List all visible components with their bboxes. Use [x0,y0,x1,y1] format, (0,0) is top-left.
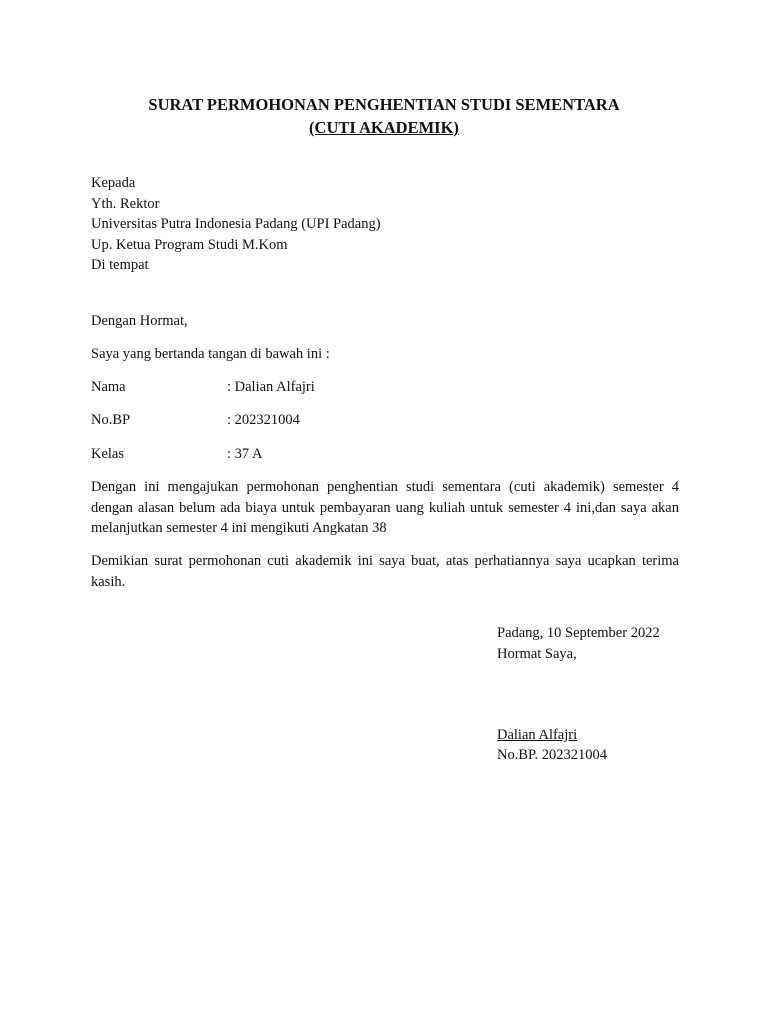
signatory-name: Dalian Alfajri [497,727,578,743]
field-label: Kelas [91,446,125,462]
salutation: Dengan Hormat, [91,313,188,329]
field-label: Nama [91,379,126,395]
address-line: Kepada [91,175,136,191]
address-line: Universitas Putra Indonesia Padang (UPI Padang) [91,216,381,232]
field-value: : Dalian Alfajri [227,379,315,395]
field-label: No.BP [91,412,131,428]
address-line: Up. Ketua Program Studi M.Kom [91,236,288,253]
field-value: : 37 A [227,446,263,462]
recipient-address [91,173,679,276]
signatory-id: No.BP. 202321004 [497,747,607,763]
field-value: : 202321004 [227,412,300,428]
closing-salutation: Hormat Saya, [497,646,577,662]
closing-paragraph: Demikian surat permohonan cuti akademik ini saya buat, atas perhatiannya saya ucapkan terima kasih. [91,553,679,590]
place-date: Padang, 10 September 2022 [497,625,660,641]
address-line: Di tempat [91,257,149,273]
intro-text: Saya yang bertanda tangan di bawah ini : [91,346,330,362]
request-paragraph: Dengan ini mengajukan permohonan penghentian studi sementara (cuti akademik) semester 4 dengan alasan belum ada biaya untuk pembayaran uang kuliah untuk semester 4 ini,dan saya akan melanjutkan semester 4 ini mengikuti Angkatan 38 [91,479,679,536]
address-line: Yth. Rektor [91,195,160,212]
letter-subtitle: (CUTI AKADEMIK) [309,118,459,137]
letter-title: SURAT PERMOHONAN PENGHENTIAN STUDI SEMENTARA [148,95,620,114]
